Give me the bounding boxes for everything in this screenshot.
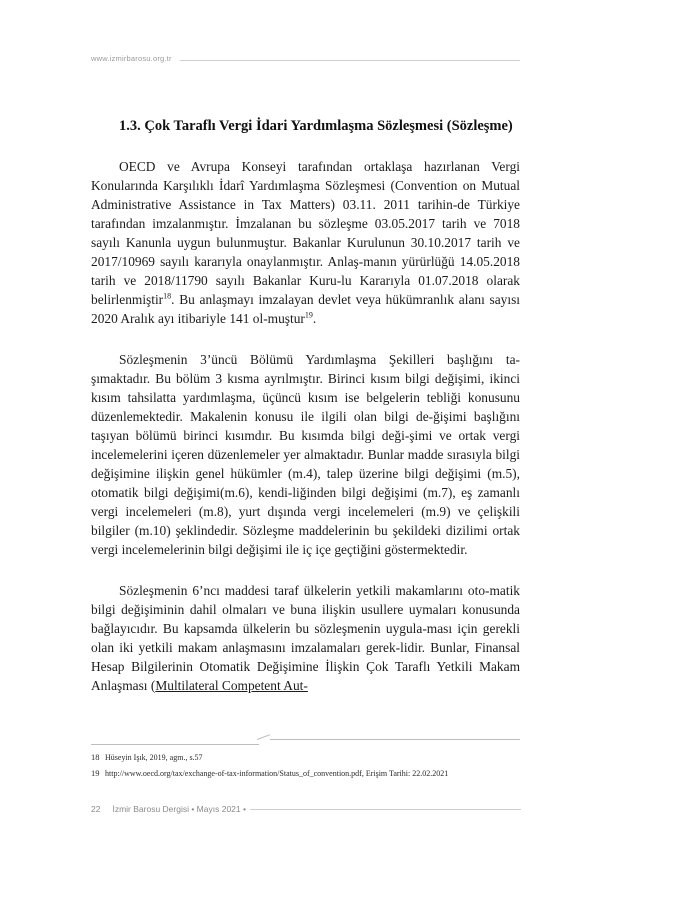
paragraph-3-text: Sözleşmenin 6’ncı maddesi taraf ülkelerin yetkili makamlarını oto-matik bilgi değişiminin dahil olmaları ve buna ilişkin usullere uymaları konusunda bağlayıcıdır. Bu kapsamda ülkelerin bu sözleşmenin uygula-ması için gerekli olan iki yetkili makam anlaşmasını imzalamaları gerek-lidir. Bunlar, Finansal Hesap Bilgilerinin Otomatik Değişimine İlişkin Çok Taraflı Yetkili Makam Anlaşması ( bbox=[91, 583, 520, 693]
footnote-number: 19 bbox=[91, 768, 100, 778]
paragraph-1-text-a: OECD ve Avrupa Konseyi tarafından ortaklaşa hazırlanan Vergi Konularında Karşılıklı İdarî Yardımlaşma Sözleşmesi (Convention on Mutual Administrative Assistance in Tax Matters) 03.11. 2011 tarihin-de Türkiye tarafından imzalanmıştır. İmzalanan bu sözleşme 03.05.2017 tarih ve 7018 sayılı Kanunla uygun bulunmuştur. Bakanlar Kurulunun 30.10.2017 tarih ve 2017/10969 sayılı kararıyla onaylanmıştır. Anlaş-manın yürürlüğü 14.05.2018 tarih ve 2018/11790 sayılı Bakanlar Kuru-lu Kararıyla 01.07.2018 olarak belirlenmiştir bbox=[91, 159, 520, 307]
header-url: www.izmirbarosu.org.tr bbox=[91, 54, 172, 63]
footnote-19 bbox=[91, 768, 520, 779]
paragraph-1 bbox=[91, 157, 520, 328]
footnote-divider-right bbox=[270, 739, 520, 740]
journal-name: İzmir Barosu Dergisi • Mayıs 2021 • bbox=[112, 804, 246, 814]
paragraph-2: Sözleşmenin 3’üncü Bölümü Yardımlaşma Şekilleri başlığını ta-şımaktadır. Bu bölüm 3 kısma ayrılmıştır. Birinci kısım bilgi değişimi, ikinci kısım tahsilatta yardımlaşma, üçüncü kısım ise belgelerin tebliği konusunu düzenlemektedir. Makalenin konusu ile ilgili olan bilgi de-ğişimi başlığını taşıyan bölümü birinci kısımdır. Bu kısımda bilgi deği-şimi ve ortak vergi incelemelerini içeren düzenlemeler yer almaktadır. Bunlar madde sırasıyla bilgi değişimine ilişkin genel hükümler (m.4), talep üzerine bilgi değişimi (m.5), otomatik bilgi değişimi(m.6), kendi-liğinden bilgi değişimi (m.7), eş zamanlı vergi incelemeleri (m.8), yurt dışında vergi incelemeleri (m.9) ve çelişkili bilgiler (m.10) şeklindedir. Sözleşme maddelerinin bu şekildeki dizilimi ortak vergi incelemelerinin bilgi değişimi ile iç içe geçtiğini göstermektedir. bbox=[91, 352, 520, 557]
page-number: 22 bbox=[91, 804, 101, 814]
page-footer bbox=[91, 803, 521, 815]
paragraph-3-underlined: Multilateral Competent Aut- bbox=[155, 678, 308, 693]
footnotes bbox=[91, 752, 520, 784]
footnote-divider-slope bbox=[257, 734, 270, 740]
footnote-18 bbox=[91, 752, 520, 763]
paragraph-1-text-b: . Bu anlaşmayı imzalayan devlet veya hükümranlık alanı sayısı 2020 Aralık ayı itibariyle 141 ol-muştur bbox=[91, 292, 520, 326]
footnote-number: 18 bbox=[91, 752, 100, 762]
section-heading: 1.3. Çok Taraflı Vergi İdari Yardımlaşma Sözleşmesi (Sözleşme) bbox=[119, 118, 513, 134]
footnote-text: Hüseyin Işık, 2019, agm., s.57 bbox=[105, 753, 203, 762]
footnote-ref-19[interactable]: 19 bbox=[304, 310, 313, 320]
footnote-ref-18[interactable]: 18 bbox=[163, 291, 172, 301]
footnote-divider-left bbox=[91, 744, 259, 745]
paragraph-1-text-c: . bbox=[312, 311, 317, 326]
header-divider bbox=[180, 60, 520, 61]
footer-divider bbox=[250, 809, 521, 810]
paragraph-3 bbox=[91, 581, 520, 695]
body-text bbox=[91, 157, 520, 717]
footnote-link[interactable]: http://www.oecd.org/tax/exchange-of-tax-information/Status_of_convention.pdf, Erişim Tarihi: 22.02.2021 bbox=[105, 769, 449, 778]
